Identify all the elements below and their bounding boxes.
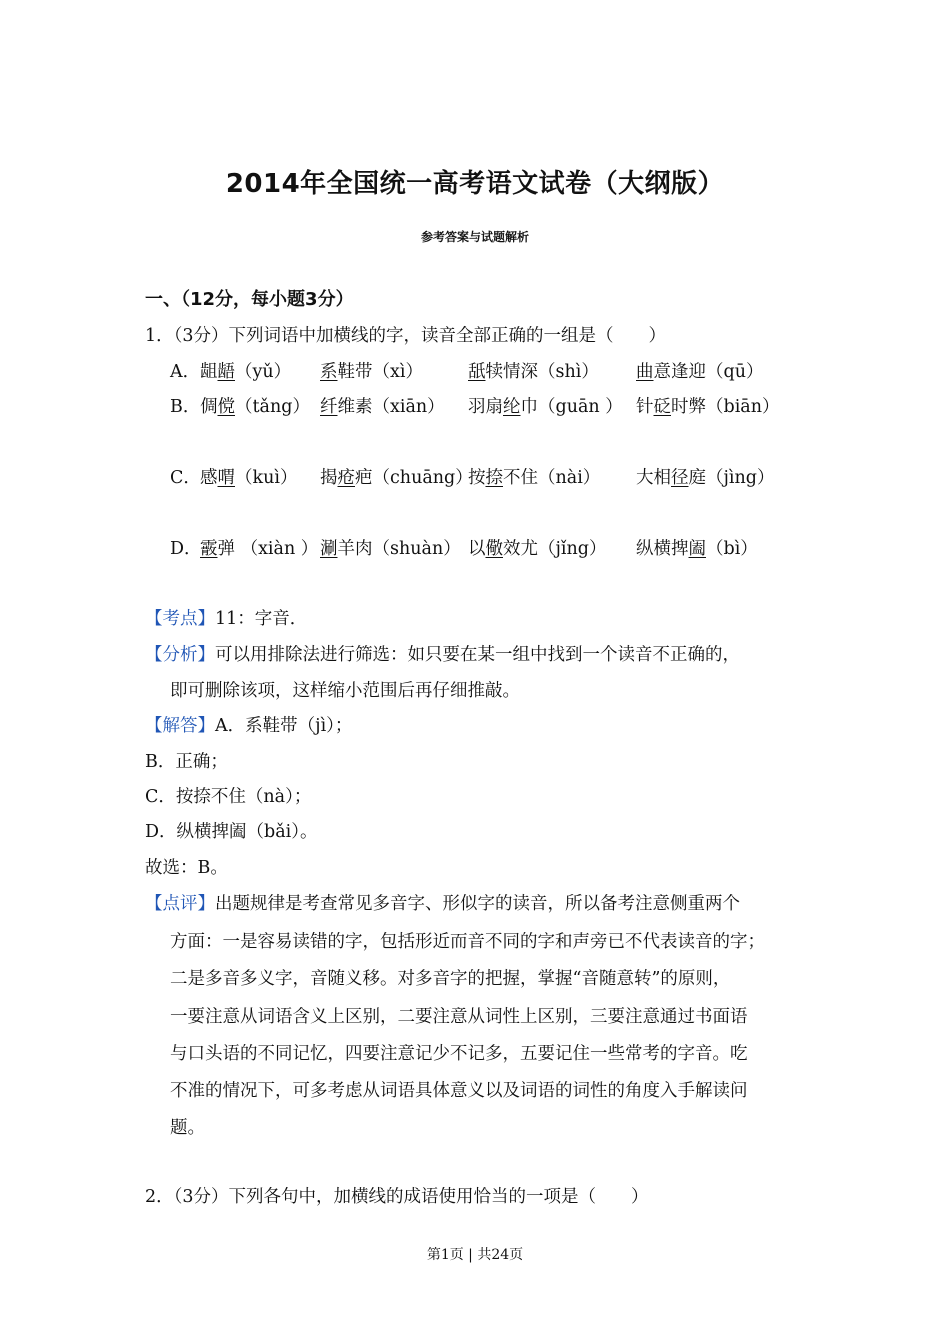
fenxi-text-1: 可以用排除法进行筛选：如只要在某一组中找到一个读音不正确的， [215, 645, 740, 665]
underlined-char: 疮 [337, 468, 355, 488]
fenxi-tag: 【分析】 [145, 645, 215, 665]
option-word: 龃龉（yǔ） [200, 362, 292, 382]
jieda-tag: 【解答】 [145, 716, 215, 736]
fenxi-line-1 [145, 643, 740, 667]
dianping-tag: 【点评】 [145, 894, 215, 914]
option-word: 舐犊情深（shì） [468, 362, 599, 382]
option-word: 涮羊肉（shuàn） [320, 539, 461, 559]
option-word: 倜傥（tǎng） [200, 397, 310, 417]
option-word: 针砭时弊（biān） [636, 397, 780, 417]
dianping-line: 一要注意从词语含义上区别，二要注意从词性上区别，三要注意通过书面语 [170, 1007, 748, 1027]
question-1-stem: 1．（3分）下列词语中加横线的字，读音全部正确的一组是（ ） [145, 326, 667, 346]
option-label: A． [170, 362, 201, 382]
underlined-char: 龉 [217, 362, 235, 382]
jieda-line [145, 714, 352, 738]
option-word: 羽扇纶巾（guān ） [468, 397, 623, 417]
dianping-line: 不准的情况下，可多考虑从词语具体意义以及词语的词性的角度入手解读问 [170, 1081, 748, 1101]
underlined-char: 系 [320, 362, 338, 382]
jieda-text: A．系鞋带（jì）； [215, 716, 353, 736]
answer-line: C．按捺不住（nà）； [145, 787, 312, 807]
underlined-char: 径 [671, 468, 689, 488]
answer-line: D．纵横捭阖（bǎi）。 [145, 822, 318, 842]
dianping-line: 与口头语的不同记忆，四要注意记少不记多，五要记住一些常考的字音。吃 [170, 1044, 748, 1064]
dianping-line: 题。 [170, 1118, 205, 1138]
underlined-char: 舐 [468, 362, 486, 382]
underlined-char: 纤 [320, 397, 338, 417]
option-word: 纤维素（xiān） [320, 397, 445, 417]
kaodian-text: 11：字音． [215, 609, 308, 629]
underlined-char: 曲 [636, 362, 654, 382]
dianping-line: 二是多音多义字，音随义移。对多音字的把握，掌握“音随意转”的原则， [170, 969, 731, 989]
option-label: C． [170, 468, 201, 488]
option-word: 按捺不住（nài） [468, 468, 601, 488]
fenxi-line-2: 即可删除该项，这样缩小范围后再仔细推敲。 [170, 681, 520, 701]
option-word: 感喟（kuì） [200, 468, 298, 488]
kaodian-line [145, 607, 307, 631]
option-word: 霰弹 （xiàn ） [200, 539, 319, 559]
option-word: 曲意逢迎（qū） [636, 362, 764, 382]
underlined-char: 霰 [200, 539, 218, 559]
dianping-line: 方面：一是容易读错的字，包括形近而音不同的字和声旁已不代表读音的字； [170, 932, 765, 952]
underlined-char: 砭 [653, 397, 671, 417]
option-label: D． [170, 539, 202, 559]
answer-line: 故选：B。 [145, 858, 228, 878]
dianping-line-1 [145, 892, 740, 916]
underlined-char: 捺 [485, 468, 503, 488]
underlined-char: 傥 [217, 397, 235, 417]
option-word: 系鞋带（xì） [320, 362, 423, 382]
page-footer: 第1页 | 共24页 [426, 1247, 524, 1263]
page-subtitle: 参考答案与试题解析 [420, 230, 529, 244]
option-word: 纵横捭阖（bì） [636, 539, 758, 559]
underlined-char: 涮 [320, 539, 338, 559]
underlined-char: 纶 [503, 397, 521, 417]
underlined-char: 喟 [217, 468, 235, 488]
option-word: 大相径庭（jìng） [636, 468, 775, 488]
underlined-char: 阖 [688, 539, 706, 559]
option-label: B． [170, 397, 201, 417]
option-word: 揭疮疤（chuāng） [320, 468, 473, 488]
underlined-char: 儆 [485, 539, 503, 559]
kaodian-tag: 【考点】 [145, 609, 215, 629]
option-word: 以儆效尤（jǐng） [468, 539, 607, 559]
question-2-stem: 2．（3分）下列各句中，加横线的成语使用恰当的一项是（ ） [145, 1187, 649, 1207]
answer-line: B．正确； [145, 752, 228, 772]
section-heading: 一、（12分，每小题3分） [145, 289, 354, 310]
dianping-text-1: 出题规律是考查常见多音字、形似字的读音，所以备考注意侧重两个 [215, 894, 740, 914]
page-title: 2014年全国统一高考语文试卷（大纲版） [225, 169, 725, 199]
